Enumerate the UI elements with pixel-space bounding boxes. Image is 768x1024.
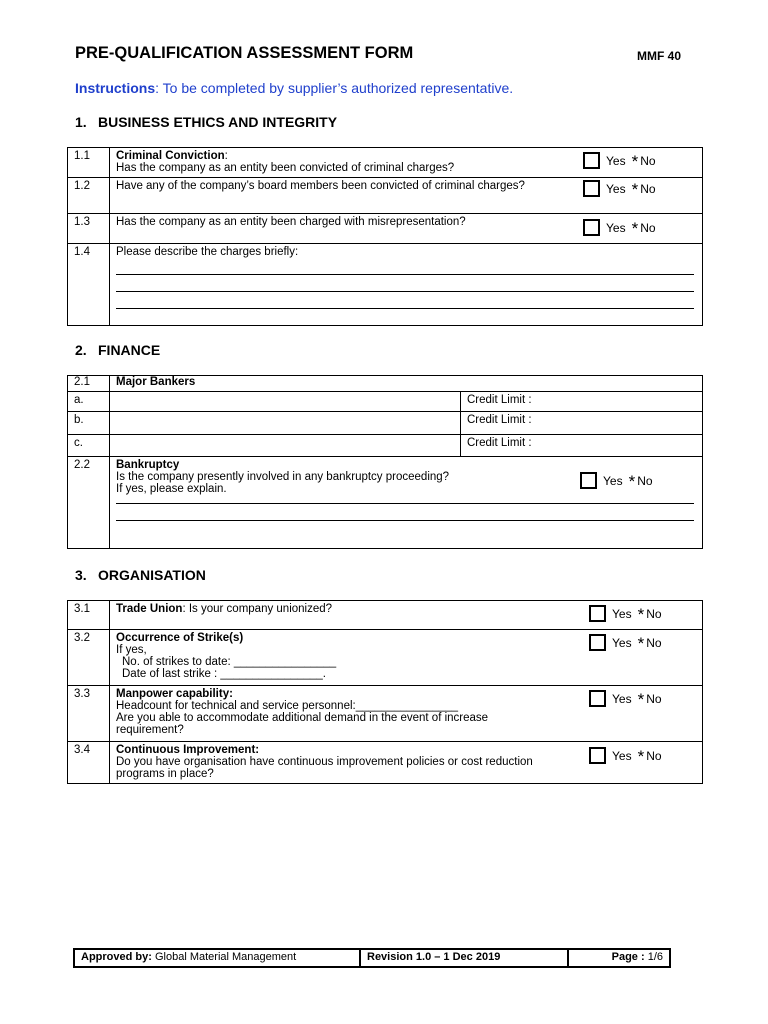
checkbox[interactable] [580,472,597,489]
credit-limit-field[interactable]: Credit Limit : [461,412,703,435]
row-id: 3.3 [68,686,110,742]
headcount-field[interactable]: Headcount for technical and service personnel:________________ [116,700,459,712]
row-id: 3.2 [68,630,110,686]
yes-no-option [583,180,656,200]
section-2-num: 2. [75,342,87,358]
yes-label: Yes [612,607,632,621]
checkbox[interactable] [589,605,606,622]
yes-no-option [589,605,662,625]
credit-limit-field[interactable]: Credit Limit : [461,392,703,412]
yes-no-option [589,747,662,767]
row-id: c. [68,435,110,457]
bank-name-field[interactable] [110,435,461,457]
footer-page [569,950,669,966]
strikes-label: Occurrence of Strike(s) [116,632,244,644]
row-content [110,244,703,326]
no-label: No [640,182,656,196]
table-row [68,435,703,457]
row-id: 1.1 [68,148,110,178]
answer-line[interactable] [116,292,694,309]
checkbox[interactable] [583,180,600,197]
question-text: Is the company presently involved in any bankruptcy proceeding? [116,471,450,483]
yes-label: Yes [606,221,626,235]
star-icon: * [631,152,639,171]
star-icon: * [637,634,645,653]
instructions-text: : To be completed by supplier’s authorized representative. [155,80,514,96]
yes-label: Yes [612,749,632,763]
question-text: Please describe the charges briefly: [116,246,299,258]
instructions [75,80,513,96]
question-text: Have any of the company’s board members been convicted of criminal charges? [110,178,703,214]
footer-revision: Revision 1.0 – 1 Dec 2019 [361,950,569,966]
page-value: 1/6 [647,951,663,963]
checkbox[interactable] [589,690,606,707]
row-content [110,457,703,549]
star-icon: * [637,605,645,624]
table-row [68,376,703,392]
yes-label: Yes [612,636,632,650]
no-label: No [646,636,662,650]
question-text: : Is your company unionized? [182,603,333,615]
answer-line[interactable] [116,258,694,275]
credit-limit-field[interactable]: Credit Limit : [461,435,703,457]
yes-label: Yes [612,692,632,706]
row-id: 1.2 [68,178,110,214]
answer-line[interactable] [116,495,694,504]
approved-value: Global Material Management [154,951,297,963]
page-label: Page : [611,951,645,963]
section-3-num: 3. [75,567,87,583]
row-id: 1.3 [68,214,110,244]
instructions-label: Instructions [75,80,156,96]
table-row [68,244,703,326]
footer-approved [75,950,361,966]
yes-no-option [583,152,656,172]
row-id: 3.4 [68,742,110,784]
label-suffix: : [224,150,228,162]
yes-no-option [583,219,656,239]
yes-label: Yes [606,182,626,196]
section-3-heading [75,567,206,583]
criminal-conviction-label: Criminal Conviction [116,150,225,162]
answer-line[interactable] [116,275,694,292]
row-id: 2.2 [68,457,110,549]
approved-label: Approved by: [81,951,152,963]
bank-name-field[interactable] [110,412,461,435]
checkbox[interactable] [589,747,606,764]
question-text: If yes, please explain. [116,483,227,495]
yes-label: Yes [606,154,626,168]
table-row [68,412,703,435]
answer-line[interactable] [116,504,694,521]
row-id: a. [68,392,110,412]
yes-no-option [589,634,662,654]
checkbox[interactable] [583,219,600,236]
question-text: Do you have organisation have continuous improvement policies or cost reduction programs in place? [116,756,533,780]
yes-no-option [589,690,662,710]
finance-table [67,375,703,549]
table-row [68,457,703,549]
bankruptcy-label: Bankruptcy [116,459,180,471]
section-3-title: ORGANISATION [98,567,206,583]
question-text: Has the company as an entity been charged with misrepresentation? [110,214,703,244]
star-icon: * [631,180,639,199]
star-icon: * [628,472,636,491]
footer [73,948,671,968]
manpower-label: Manpower capability: [116,688,233,700]
yes-label: Yes [603,474,623,488]
row-id: 1.4 [68,244,110,326]
question-text: If yes, [116,644,147,656]
checkbox[interactable] [589,634,606,651]
checkbox[interactable] [583,152,600,169]
form-code: MMF 40 [637,49,682,63]
trade-union-label: Trade Union [116,603,183,615]
strikes-count-field[interactable]: No. of strikes to date: ________________ [122,656,337,668]
major-bankers-label: Major Bankers [110,376,703,392]
row-id: b. [68,412,110,435]
question-text: Has the company as an entity been convicted of criminal charges? [116,162,455,174]
table-row [68,392,703,412]
bank-name-field[interactable] [110,392,461,412]
no-label: No [640,221,656,235]
star-icon: * [637,747,645,766]
no-label: No [646,692,662,706]
star-icon: * [637,690,645,709]
form-title: PRE-QUALIFICATION ASSESSMENT FORM [75,44,414,62]
section-2-title: FINANCE [98,342,161,358]
section-2-heading [75,342,160,358]
no-label: No [646,749,662,763]
section-1-title: BUSINESS ETHICS AND INTEGRITY [98,114,338,130]
last-strike-date-field[interactable]: Date of last strike : ________________. [122,668,326,680]
continuous-improvement-label: Continuous Improvement: [116,744,260,756]
star-icon: * [631,219,639,238]
section-1-num: 1. [75,114,87,130]
no-label: No [646,607,662,621]
yes-no-option [580,472,653,492]
question-text: Are you able to accommodate additional demand in the event of increase requirement? [116,712,489,736]
section-1-heading [75,114,337,130]
row-id: 2.1 [68,376,110,392]
no-label: No [637,474,653,488]
row-id: 3.1 [68,601,110,630]
no-label: No [640,154,656,168]
